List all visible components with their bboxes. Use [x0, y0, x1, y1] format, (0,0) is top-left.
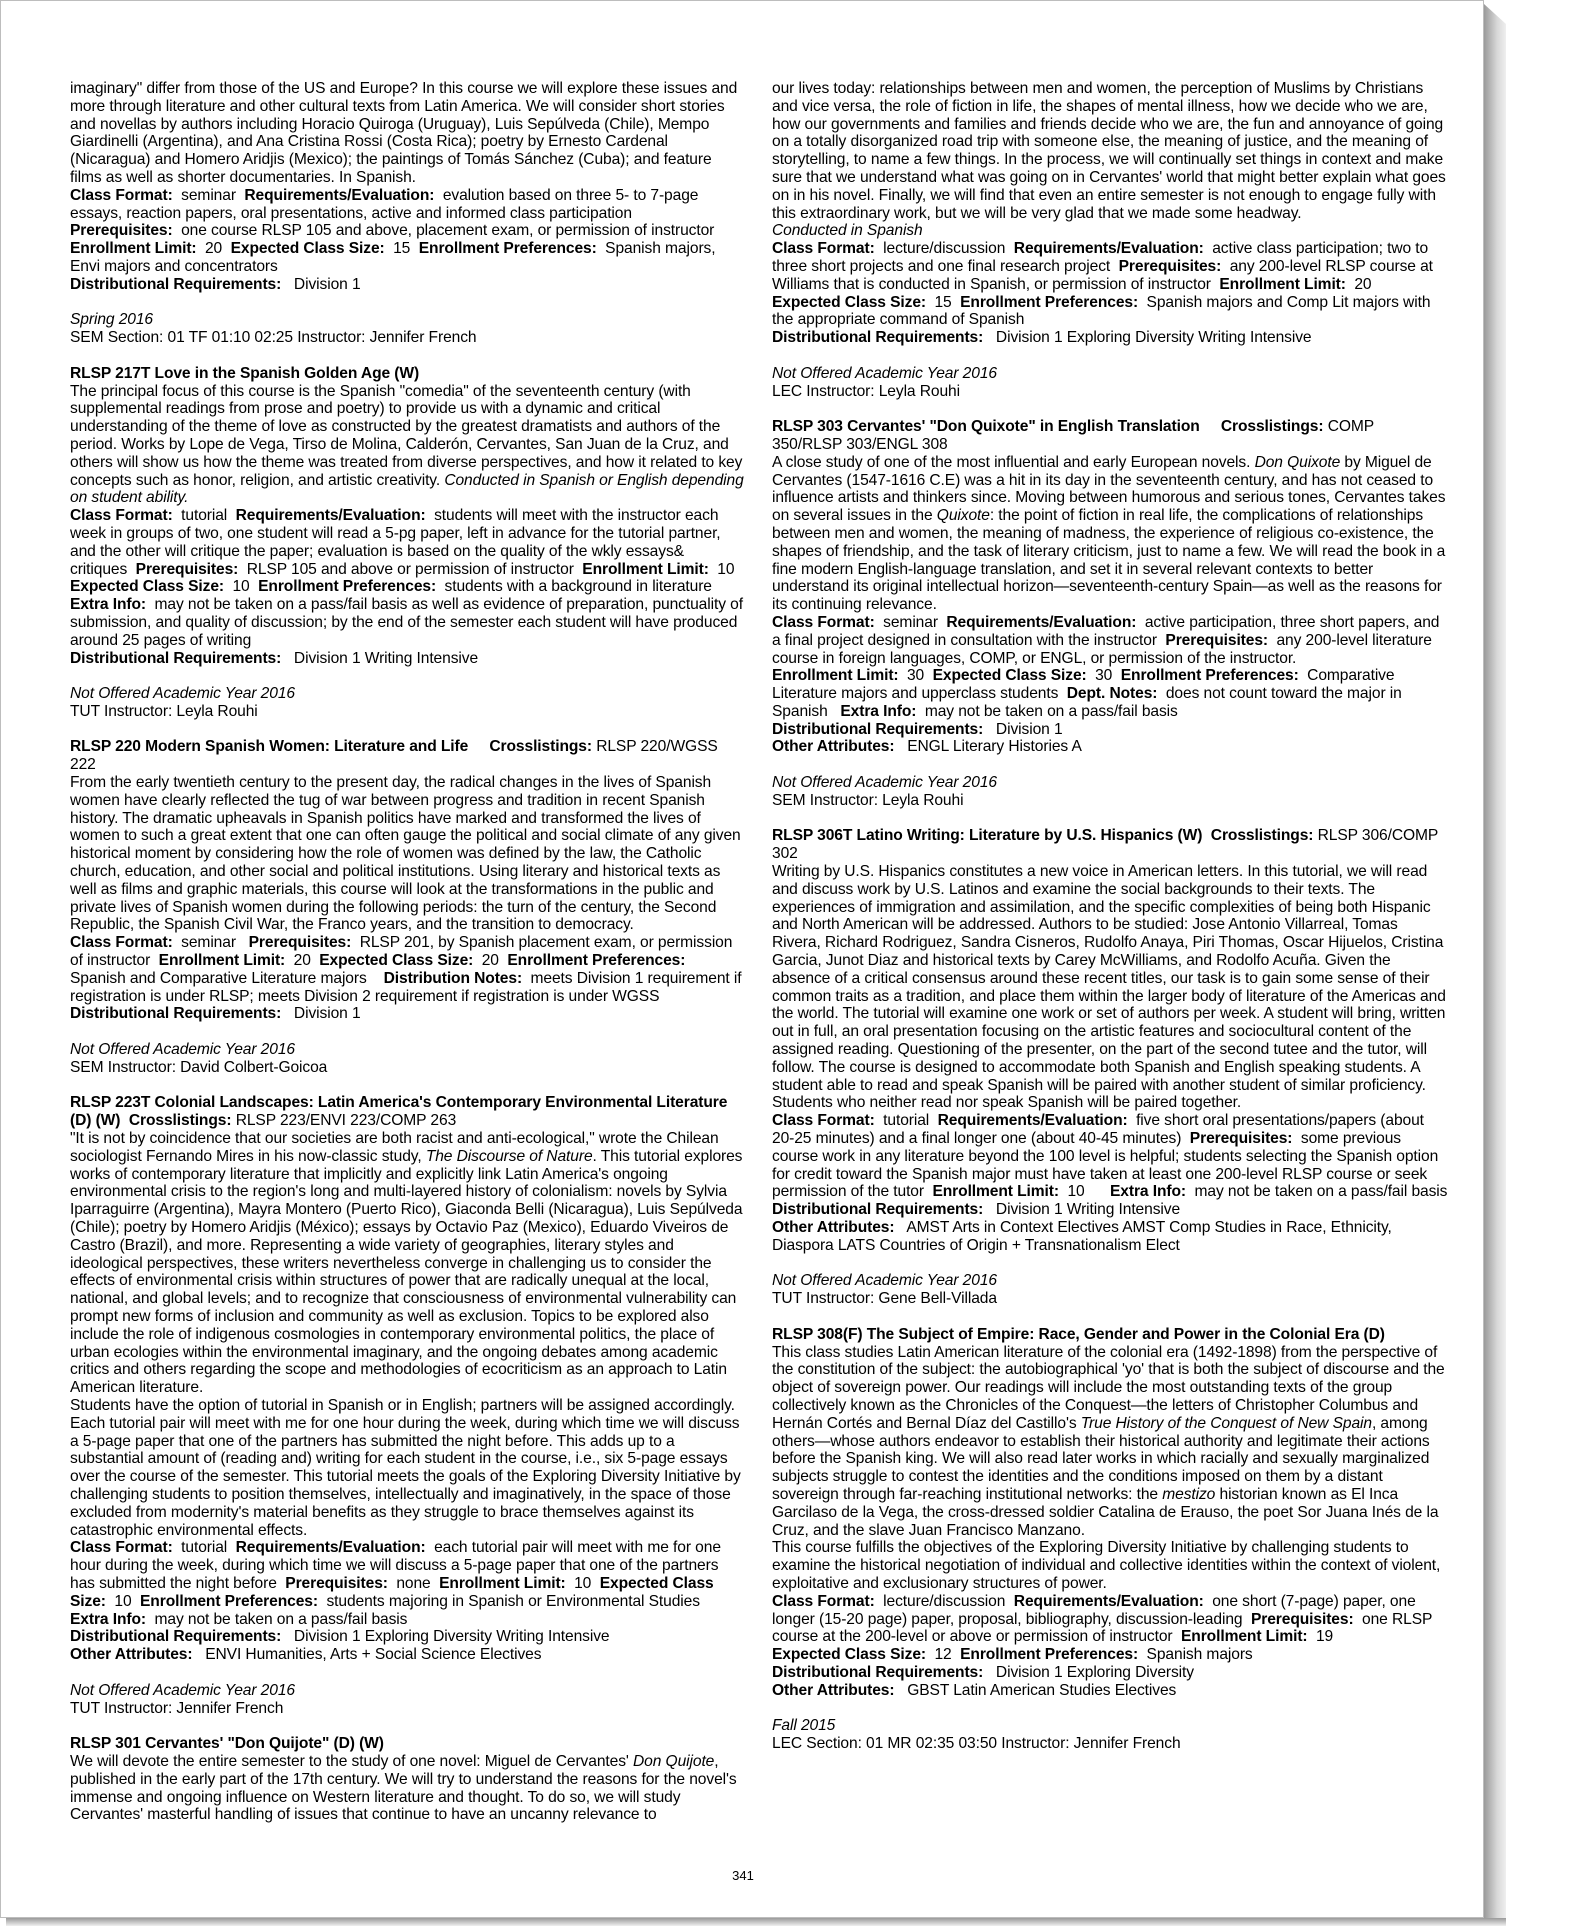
- course-rlsp-301-continued: [772, 80, 1448, 400]
- course-description: We will devote the entire semester to the study of one novel: Miguel de Cervantes' Don Quijote, published in the early part of the 17th century. We will try to understand the reasons for the novel's immense and ongoing influence on Western literature and thought. To do so, we will study Cervantes' masterful handling of issues that continue to have an uncanny relevance to: [70, 1752, 737, 1824]
- course-description: imaginary" differ from those of the US and Europe? In this course we will explore these issues and more through literature and other cultural texts from Latin America. We will consider short stories and novellas by authors including Horacio Quiroga (Uruguay), Luis Sepúlveda (Chile), Mempo Giardinelli (Argentina), and Ana Cristina Rossi (Costa Rica); poetry by Ernesto Cardenal (Nicaragua) and Homero Aridjis (Mexico); the paintings of Tomás Sánchez (Cuba); and feature films as well as shorter documentaries. In Spanish.: [70, 80, 738, 186]
- left-column: [70, 80, 746, 1824]
- page-shadow-bottom: [6, 1918, 1506, 1926]
- page-number: 341: [732, 1868, 754, 1883]
- course-details: Class Format: tutorial Requirements/Evaluation: five short oral presentations/papers (about 20-25 minutes) and a final longer one (about 40-45 minutes) Prerequisites: some previous course work in any literature beyond the 100 level is helpful; students selecting the Spanish option for credit toward the Spanish major must have taken at least one 200-level RLSP course or seek permission of the tutor Enrollment Limit: 10 Extra Info: may not be taken on a pass/fail basis Distributional Requirements: Division 1 Writing Intensive Other Attributes: AMST Arts in Context Electives AMST Comp Studies in Race, Ethnicity, Diaspora LATS Countries of Origin + Transnationalism Elect: [772, 1112, 1448, 1254]
- course-rlsp-301: [70, 1735, 746, 1824]
- course-section: TUT Instructor: Leyla Rouhi: [70, 702, 258, 720]
- course-intro-continuation: [70, 80, 746, 347]
- course-section: LEC Instructor: Leyla Rouhi: [772, 382, 960, 400]
- course-term: Not Offered Academic Year 2016: [70, 685, 295, 703]
- course-rlsp-223t: [70, 1094, 746, 1717]
- course-term: Spring 2016: [70, 311, 153, 329]
- course-rlsp-306t: [772, 827, 1448, 1308]
- course-title: RLSP 220 Modern Spanish Women: Literature and Life Crosslistings: RLSP 220/WGSS 222: [70, 738, 718, 774]
- course-rlsp-308f: [772, 1326, 1448, 1753]
- course-details: Class Format: tutorial Requirements/Evaluation: students will meet with the instructor each week in groups of two, one student will read a 5-pg paper, left in advance for the tutorial partner, and the other will critique the paper; evaluation is based on the quality of the wkly essays& critiques Prerequisites: RLSP 105 and above or permission of instructor Enrollment Limit: 10 Expected Class Size: 10 Enrollment Preferences: students with a background in literature Extra Info: may not be taken on a pass/fail basis as well as evidence of preparation, punctuality of submission, and quality of discussion; by the end of the semester each student will have produced around 25 pages of writing Distributional Requirements: Division 1 Writing Intensive: [70, 507, 743, 667]
- course-title: RLSP 217T Love in the Spanish Golden Age (W): [70, 364, 420, 382]
- course-details: Class Format: lecture/discussion Requirements/Evaluation: active class participation; two to three short projects and one final research project Prerequisites: any 200-level RLSP course at Williams that is conducted in Spanish, or permission of instructor Enrollment Limit: 20 Expected Class Size: 15 Enrollment Preferences: Spanish majors and Comp Lit majors with the appropriate command of Spanish Distributional Requirements: Division 1 Exploring Diversity Writing Intensive: [772, 240, 1433, 347]
- course-title: RLSP 223T Colonial Landscapes: Latin America's Contemporary Environmental Literature (D) (W) Crosslistings: RLSP 223/ENVI 223/COMP 263: [70, 1094, 728, 1130]
- course-rlsp-220: [70, 738, 746, 1076]
- course-term: Not Offered Academic Year 2016: [70, 1681, 295, 1699]
- course-section: LEC Section: 01 MR 02:35 03:50 Instructor: Jennifer French: [772, 1735, 1181, 1753]
- course-description: The principal focus of this course is the Spanish "comedia" of the seventeenth century (with supplemental readings from prose and poetry) to provide us with a dynamic and critical understanding of the theme of love as constructed by the greatest dramatists and authors of the period. Works by Lope de Vega, Tirso de Molina, Calderón, Cervantes, San Juan de la Cruz, and others will show us how the theme was treated from diverse perspectives, and how it related to key concepts such as honor, religion, and artistic creativity. Conducted in Spanish or English depending on student ability.: [70, 382, 744, 507]
- course-rlsp-303: [772, 418, 1448, 810]
- course-details: Class Format: seminar Requirements/Evaluation: active participation, three short papers, and a final project designed in consultation with the instructor Prerequisites: any 200-level literature course in foreign languages, COMP, or ENGL, or permission of the instructor. Enrollment Limit: 30 Expected Class Size: 30 Enrollment Preferences: Comparative Literature majors and upperclass students Dept. Notes: does not count toward the major in Spanish Extra Info: may not be taken on a pass/fail basis Distributional Requirements: Division 1 Other Attributes: ENGL Literary Histories A: [772, 613, 1440, 756]
- right-column: [772, 80, 1448, 1753]
- course-rlsp-217t: [70, 365, 746, 721]
- course-term: Fall 2015: [772, 1717, 836, 1735]
- course-description: "It is not by coincidence that our societies are both racist and anti-ecological," wrote the Chilean sociologist Fernando Mires in his now-classic study, The Discourse of Nature. This tutorial explores works of contemporary literature that implicitly and explicitly link Latin America's ongoing environmental crisis to the region's long and multi-layered history of colonialism: novels by Sylvia Iparraguirre (Argentina), Mayra Montero (Puerto Rico), Giaconda Belli (Nicaragua), Luis Sepúlveda (Chile); poetry by Homero Aridjis (México); essays by Octavio Paz (Mexico), Eduardo Viveiros de Castro (Brazil), and more. Representing a wide variety of geographies, literary styles and ideological perspectives, these writers nevertheless converge in challenging us to consider the effects of environmental crisis within structures of power that are radically unequal at the local, national, and global levels; and to recognize that consciousness of environmental vulnerability can prompt new forms of inclusion and community as well as exclusion. Topics to be explored also include the role of indigenous cosmologies in contemporary environmental politics, the place of urban ecologies within the environmental imaginary, and the ongoing debates among academic critics and others regarding the scope and methodologies of ecocriticism as an approach to Latin American literature.: [70, 1130, 743, 1397]
- course-term: Not Offered Academic Year 2016: [772, 1272, 997, 1290]
- course-details: Class Format: tutorial Requirements/Evaluation: each tutorial pair will meet with me for one hour during the week, during which time we will discuss a 5-page paper that one of the partners has submitted the night before Prerequisites: none Enrollment Limit: 10 Expected Class Size: 10 Enrollment Preferences: students majoring in Spanish or Environmental Studies Extra Info: may not be taken on a pass/fail basis Distributional Requirements: Division 1 Exploring Diversity Writing Intensive Other Attributes: ENVI Humanities, Arts + Social Science Electives: [70, 1539, 721, 1664]
- course-description-2: This course fulfills the objectives of the Exploring Diversity Initiative by challenging students to examine the historical negotiation of individual and collective identities within the context of violent, exploitative and exclusionary structures of power.: [772, 1539, 1441, 1592]
- course-language-note: Conducted in Spanish: [772, 222, 923, 240]
- course-term: Not Offered Academic Year 2016: [70, 1041, 295, 1059]
- course-section: SEM Instructor: David Colbert-Goicoa: [70, 1058, 328, 1076]
- course-section: SEM Section: 01 TF 01:10 02:25 Instructor: Jennifer French: [70, 329, 477, 347]
- course-description-2: Students have the option of tutorial in Spanish or in English; partners will be assigned accordingly. Each tutorial pair will meet with me for one hour during the week, during which time we will discuss a 5-page paper that one of the partners has submitted the night before. This adds up to a substantial amount of (reading and) writing for each student in the course, i.e., six 5-page essays over the course of the semester. This tutorial meets the goals of the Exploring Diversity Initiative by challenging students to position themselves, intellectually and imaginatively, in the space of those excluded from modernity's material benefits as they struggle to brace themselves against its catastrophic environmental effects.: [70, 1396, 741, 1539]
- course-title: RLSP 301 Cervantes' "Don Quijote" (D) (W): [70, 1735, 384, 1753]
- course-title: RLSP 303 Cervantes' "Don Quixote" in English Translation Crosslistings: COMP 350/RLSP 303/ENGL 308: [772, 418, 1374, 453]
- course-details: Class Format: seminar Prerequisites: RLSP 201, by Spanish placement exam, or permission of instructor Enrollment Limit: 20 Expected Class Size: 20 Enrollment Preferences: Spanish and Comparative Literature majors Distribution Notes: meets Division 1 requirement if registration is under RLSP; meets Division 2 requirement if registration is under WGSS Distributional Requirements: Division 1: [70, 934, 742, 1023]
- course-description: This class studies Latin American literature of the colonial era (1492-1898) from the perspective of the constitution of the subject: the autobiographical 'yo' that is both the subject of discourse and the object of sovereign power. Our readings will include the most outstanding texts of the group collectively known as the Chronicles of the Conquest—the letters of Christopher Columbus and Hernán Cortés and Bernal Díaz del Castillo's True History of the Conquest of New Spain, among others—whose authors endeavor to establish their historical authority and legitimate their actions before the Spanish king. We will also read later works in which racially and sexually marginalized subjects struggle to contest the identities and the conditions imposed on them by a distant sovereign through far-reaching institutional networks: the mestizo historian known as El Inca Garcilaso de la Vega, the cross-dressed soldier Catalina de Erauso, the poet Sor Juana Inés de la Cruz, and the slave Juan Francisco Manzano.: [772, 1343, 1445, 1539]
- course-details: Class Format: lecture/discussion Requirements/Evaluation: one short (7-page) paper, one longer (15-20 page) paper, proposal, bibliography, discussion-leading Prerequisites: one RLSP course at the 200-level or above or permission of instructor Enrollment Limit: 19 Expected Class Size: 12 Enrollment Preferences: Spanish majors Distributional Requirements: Division 1 Exploring Diversity Other Attributes: GBST Latin American Studies Electives: [772, 1592, 1433, 1699]
- course-section: SEM Instructor: Leyla Rouhi: [772, 791, 964, 809]
- course-title: RLSP 308(F) The Subject of Empire: Race, Gender and Power in the Colonial Era (D): [772, 1325, 1385, 1343]
- course-section: TUT Instructor: Jennifer French: [70, 1699, 284, 1717]
- course-details: Class Format: seminar Requirements/Evaluation: evalution based on three 5- to 7-page essays, reaction papers, oral presentations, active and informed class participation Prerequisites: one course RLSP 105 and above, placement exam, or permission of instructor Enrollment Limit: 20 Expected Class Size: 15 Enrollment Preferences: Spanish majors, Envi majors and concentrators Distributional Requirements: Division 1: [70, 186, 716, 293]
- course-description: A close study of one of the most influential and early European novels. Don Quixote by Miguel de Cervantes (1547-1616 C.E) was a hit in its day in the seventeenth century, and has not ceased to influence artists and thinkers since. Moving between humorous and serious tones, Cervantes takes on several issues in the Quixote: the point of fiction in real life, the complications of relationships between men and women, the meaning of madness, the experience of religious co-existence, the shapes of friendship, and the task of literary criticism, just to name a few. We will read the book in a fine modern English-language translation, and set it in several relevant contexts to better understand its original intellectual horizon—seventeenth-century Spain—as well as the reasons for its continuing relevance.: [772, 453, 1446, 614]
- course-description: From the early twentieth century to the present day, the radical changes in the lives of Spanish women have clearly reflected the tug of war between progress and tradition in recent Spanish history. The dramatic upheavals in Spanish politics have marked and transformed the lives of women to such a great extent that one can often gauge the political and social climate of any given historical moment by considering how the role of women was defined by the law, the Catholic church, education, and other social and political institutions. Using literary and historical texts as well as films and graphic materials, this course will look at the transformations in the public and private lives of Spanish women during the following periods: the turn of the century, the Second Republic, the Spanish Civil War, the Franco years, and the transition to democracy.: [70, 774, 741, 934]
- course-term: Not Offered Academic Year 2016: [772, 364, 997, 382]
- course-section: TUT Instructor: Gene Bell-Villada: [772, 1290, 997, 1308]
- course-description: our lives today: relationships between men and women, the perception of Muslims by Christians and vice versa, the role of fiction in life, the shapes of mental illness, how we decide who we are, how our governments and families and friends decide who we are, the fun and annoyance of going on a totally disorganized road trip with someone else, the meaning of justice, and the meaning of storytelling, to name a few things. In the process, we will continually set things in context and make sure that we understand what was going on in Cervantes' world that might better explain what goes on in his novel. Finally, we will find that even an entire semester is not enough to engage fully with this extraordinary work, but we will be very glad that we made some headway.: [772, 80, 1446, 222]
- course-title: RLSP 306T Latino Writing: Literature by U.S. Hispanics (W) Crosslistings: RLSP 306/COMP 302: [772, 827, 1438, 863]
- course-description: Writing by U.S. Hispanics constitutes a new voice in American letters. In this tutorial, we will read and discuss work by U.S. Latinos and examine the social backgrounds to their texts. The experiences of immigration and assimilation, and the specific complexities of being both Hispanic and North American will be addressed. Authors to be studied: Jose Antonio Villarreal, Tomas Rivera, Richard Rodriguez, Sandra Cisneros, Rudolfo Anaya, Piri Thomas, Oscar Hijuelos, Cristina Garcia, Junot Diaz and historical texts by Carey McWilliams, and Rodolfo Acuña. Given the absence of a critical consensus around these recent titles, our task is to gain some sense of their common traits as a tradition, and place them within the larger body of literature of the Americas and the world. The tutorial will examine one work or set of authors per week. A student will bring, written out in full, an oral presentation focusing on the artistic features and sociocultural content of the assigned reading. Questioning of the presenter, on the part of the second tutee and the tutor, will follow. The course is designed to accommodate both Spanish and English speaking students. A student able to read and speak Spanish will be paired with another student of similar proficiency. Students who neither read nor speak Spanish will be paired together.: [772, 863, 1446, 1112]
- page-shadow: [1484, 4, 1506, 1918]
- course-term: Not Offered Academic Year 2016: [772, 774, 997, 792]
